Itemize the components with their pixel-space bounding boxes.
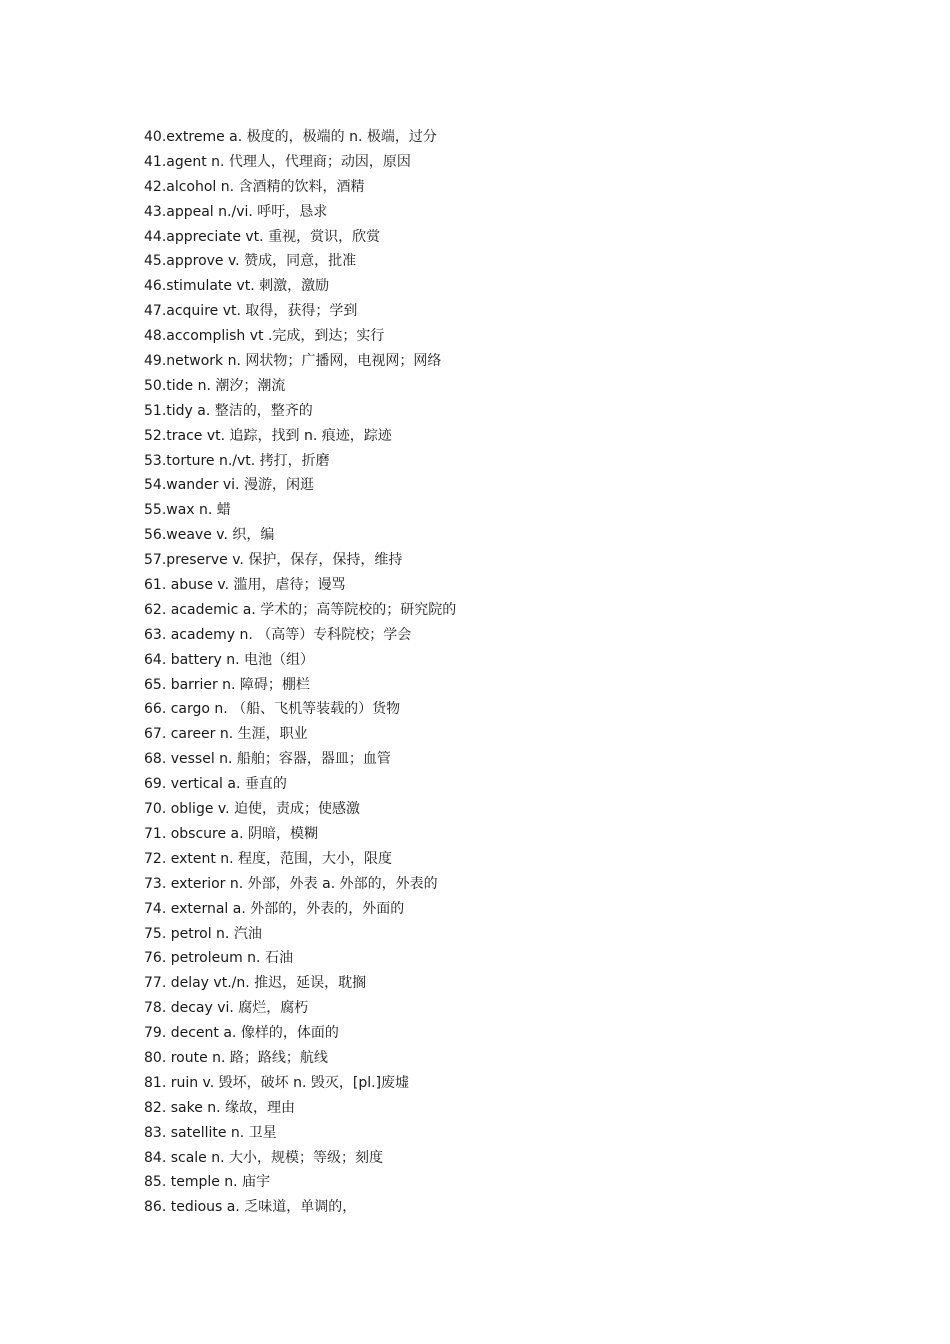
list-item: 55.wax n. 蜡 [144,502,231,519]
list-item: 63. academy n. （高等）专科院校；学会 [144,626,412,643]
list-item: 72. extent n. 程度，范围，大小，限度 [144,850,393,867]
list-item: 61. abuse v. 滥用，虐待；谩骂 [144,577,346,594]
list-item: 80. route n. 路；路线；航线 [144,1049,328,1066]
list-item: 74. external a. 外部的，外表的，外面的 [144,900,405,917]
list-item: 51.tidy a. 整洁的，整齐的 [144,402,313,419]
list-item: 53.torture n./vt. 拷打，折磨 [144,452,330,469]
list-item: 40.extreme a. 极度的，极端的 n. 极端，过分 [144,129,437,145]
list-item: 79. decent a. 像样的，体面的 [144,1025,339,1042]
list-item: 68. vessel n. 船舶；容器，器皿；血管 [144,751,391,768]
list-item: 77. delay vt./n. 推迟，延误，耽搁 [144,975,367,992]
list-item: 47.acquire vt. 取得，获得；学到 [144,303,358,320]
list-item: 56.weave v. 织，编 [144,527,275,544]
list-item: 43.appeal n./vi. 呼吁，恳求 [144,203,328,220]
list-item: 48.accomplish vt .完成，到达；实行 [144,328,385,345]
list-item: 64. battery n. 电池（组） [144,651,315,668]
list-item: 50.tide n. 潮汐；潮流 [144,377,286,394]
list-item: 52.trace vt. 追踪，找到 n. 痕迹，踪迹 [144,427,392,444]
list-item: 69. vertical a. 垂直的 [144,776,287,793]
list-item: 85. temple n. 庙宇 [144,1174,271,1191]
list-item: 67. career n. 生涯，职业 [144,726,308,743]
list-item: 41.agent n. 代理人，代理商；动因，原因 [144,153,411,170]
list-item: 54.wander vi. 漫游，闲逛 [144,477,314,494]
list-item: 66. cargo n. （船、飞机等装载的）货物 [144,701,401,718]
list-item: 57.preserve v. 保护，保存，保持，维持 [144,552,403,569]
list-item: 46.stimulate vt. 刺激，激励 [144,278,330,295]
vocabulary-list [144,125,844,1220]
list-item: 86. tedious a. 乏味道，单调的， [144,1199,357,1216]
list-item: 49.network n. 网状物；广播网，电视网；网络 [144,353,442,370]
list-item: 65. barrier n. 障碍；棚栏 [144,676,310,693]
list-item: 81. ruin v. 毁坏，破坏 n. 毁灭，[pl.]废墟 [144,1074,410,1091]
list-item: 70. oblige v. 迫使，责成；使感激 [144,801,360,818]
list-item: 44.appreciate vt. 重视，赏识，欣赏 [144,228,381,245]
list-item: 62. academic a. 学术的；高等院校的；研究院的 [144,601,457,618]
list-item: 71. obscure a. 阴暗，模糊 [144,825,319,842]
list-item: 75. petrol n. 汽油 [144,925,262,942]
list-item: 76. petroleum n. 石油 [144,950,293,967]
list-item: 82. sake n. 缘故，理由 [144,1099,296,1116]
list-item: 78. decay vi. 腐烂，腐朽 [144,1000,309,1017]
list-item: 73. exterior n. 外部，外表 a. 外部的，外表的 [144,875,438,892]
list-item: 83. satellite n. 卫星 [144,1124,277,1141]
list-item: 42.alcohol n. 含酒精的饮料，酒精 [144,178,365,195]
list-item: 84. scale n. 大小，规模；等级；刻度 [144,1149,384,1166]
list-item: 45.approve v. 赞成，同意，批准 [144,253,357,270]
